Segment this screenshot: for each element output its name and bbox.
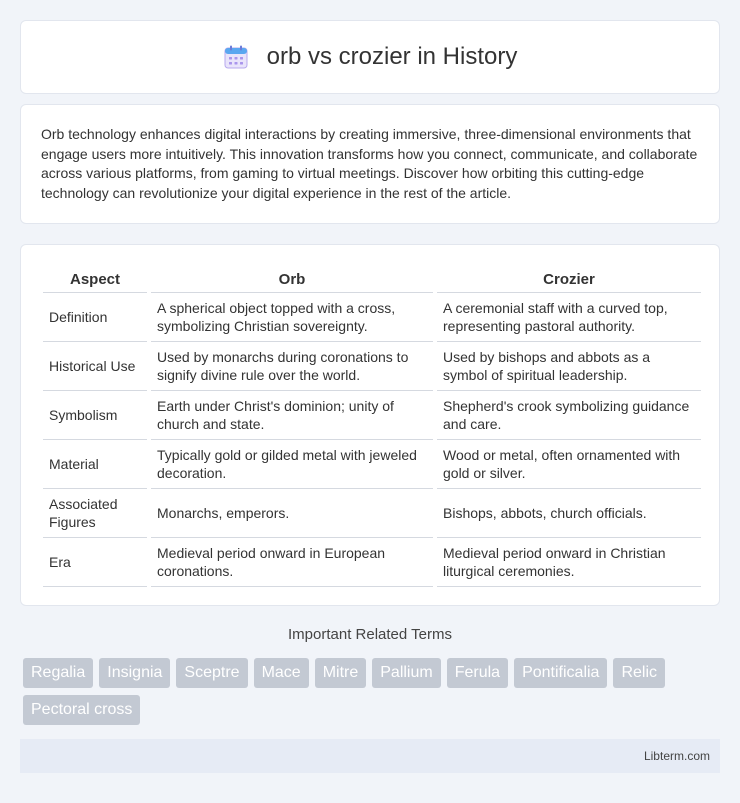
row-aspect: Era [43, 538, 147, 587]
row-crozier: A ceremonial staff with a curved top, representing pastoral authority. [437, 293, 701, 342]
table-row [43, 489, 701, 538]
tag-sceptre[interactable]: Sceptre [176, 658, 247, 688]
header-orb: Orb [151, 263, 433, 293]
header-crozier: Crozier [437, 263, 701, 293]
row-orb: Earth under Christ's dominion; unity of church and state. [151, 391, 433, 440]
tag-pectoral-cross[interactable]: Pectoral cross [23, 695, 140, 725]
title-wrap [223, 43, 518, 71]
header-card [20, 20, 720, 94]
row-crozier: Used by bishops and abbots as a symbol of spiritual leadership. [437, 342, 701, 391]
tag-regalia[interactable]: Regalia [23, 658, 93, 688]
table-header-row [43, 263, 701, 293]
row-orb: Medieval period onward in European coronations. [151, 538, 433, 587]
page-title: orb vs crozier in History [266, 43, 518, 70]
footer-site-link[interactable]: Libterm.com [643, 749, 710, 763]
row-crozier: Bishops, abbots, church officials. [437, 489, 701, 538]
calendar-icon [223, 44, 249, 70]
row-orb: A spherical object topped with a cross, symbolizing Christian sovereignty. [151, 293, 433, 342]
related-tags [23, 658, 723, 725]
table-row [43, 538, 701, 587]
table-row [43, 440, 701, 489]
table-row [43, 293, 701, 342]
tag-insignia[interactable]: Insignia [99, 658, 170, 688]
table-row [43, 391, 701, 440]
row-aspect: Historical Use [43, 342, 147, 391]
tag-pallium[interactable]: Pallium [372, 658, 440, 688]
table-row [43, 342, 701, 391]
row-crozier: Medieval period onward in Christian liturgical ceremonies. [437, 538, 701, 587]
row-crozier: Shepherd's crook symbolizing guidance and care. [437, 391, 701, 440]
tag-mace[interactable]: Mace [254, 658, 309, 688]
tag-mitre[interactable]: Mitre [315, 658, 367, 688]
row-aspect: Definition [43, 293, 147, 342]
header-aspect: Aspect [43, 263, 147, 293]
row-aspect: Material [43, 440, 147, 489]
intro-text: Orb technology enhances digital interactions by creating immersive, three-dimensional environments that engage users more intuitively. This innovation transforms how you connect, communicate, and collaborate across various platforms, from gaming to virtual meetings. Discover how orbiting this cutting-edge technology can revolutionize your digital experience in the rest of the article. [41, 126, 698, 201]
row-orb: Used by monarchs during coronations to signify divine rule over the world. [151, 342, 433, 391]
tag-relic[interactable]: Relic [613, 658, 665, 688]
row-aspect: Associated Figures [43, 489, 147, 538]
related-terms-title: Important Related Terms [288, 626, 452, 643]
row-aspect: Symbolism [43, 391, 147, 440]
tag-pontificalia[interactable]: Pontificalia [514, 658, 607, 688]
intro-card [20, 104, 720, 224]
comparison-card [20, 244, 720, 606]
tag-ferula[interactable]: Ferula [447, 658, 508, 688]
footer [20, 739, 720, 773]
comparison-table [39, 263, 705, 587]
row-crozier: Wood or metal, often ornamented with gold or silver. [437, 440, 701, 489]
row-orb: Monarchs, emperors. [151, 489, 433, 538]
row-orb: Typically gold or gilded metal with jeweled decoration. [151, 440, 433, 489]
